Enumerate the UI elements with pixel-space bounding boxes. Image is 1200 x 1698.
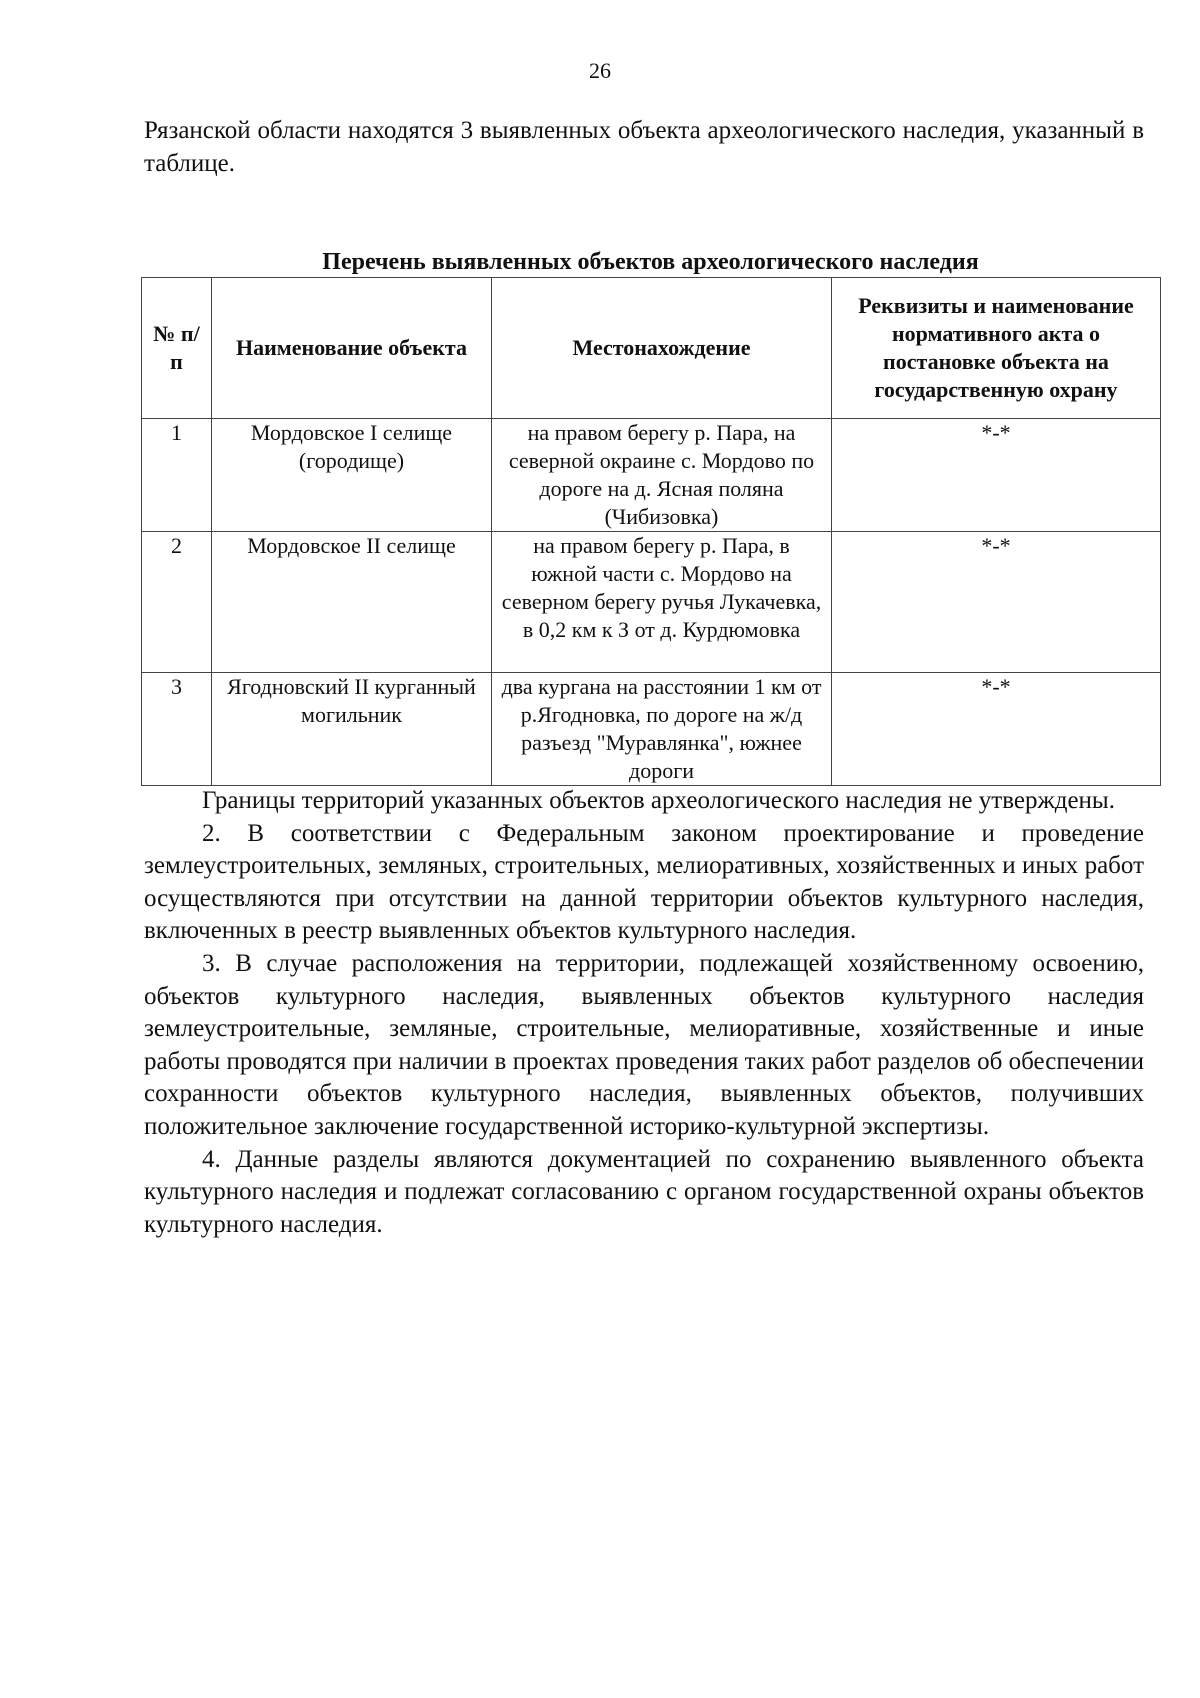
header-num: № п/п (142, 278, 212, 419)
paragraph-boundaries: Границы территорий указанных объектов археологического наследия не утверждены. (202, 787, 1115, 814)
paragraph-item-3: 3. В случае расположения на территории, подлежащей хозяйственному освоению, объектов культурного наследия, выявленных объектов культурного наследия землеустроительные, земляные, строительные, мелиоративные, хозяйственные и иные работы проводятся при наличии в проектах проведения таких работ разделов об обеспечении сохранности объектов культурного наследия, выявленных объектов, получивших положительное заключение государственной историко-культурной экспертизы. (144, 949, 1144, 1140)
cell-requisites: *-* (832, 532, 1161, 673)
cell-requisites: *-* (832, 419, 1161, 532)
table-row (142, 532, 1161, 673)
header-location: Местонахождение (492, 278, 832, 419)
cell-num: 3 (142, 673, 212, 786)
cell-location: на правом берегу р. Пара, в южной части с. Мордово на северном берегу ручья Лукачевка, в 0,2 км к З от д. Курдюмовка (492, 532, 832, 673)
cell-location: два кургана на расстоянии 1 км от р.Ягодновка, по дороге на ж/д разъезд "Муравлянка", южнее дороги (492, 673, 832, 786)
heritage-objects-table (141, 277, 1161, 786)
cell-name: Мордовское I селище (городище) (212, 419, 492, 532)
cell-requisites: *-* (832, 673, 1161, 786)
table-row (142, 419, 1161, 532)
header-name: Наименование объекта (212, 278, 492, 419)
cell-name: Мордовское II селище (212, 532, 492, 673)
header-requisites: Реквизиты и наименование нормативного акта о постановке объекта на государственную охрану (832, 278, 1161, 419)
table-row (142, 673, 1161, 786)
table-header-row (142, 278, 1161, 419)
cell-name: Ягодновский II курганный могильник (212, 673, 492, 786)
cell-location: на правом берегу р. Пара, на северной окраине с. Мордово по дороге на д. Ясная поляна (Чибизовка) (492, 419, 832, 532)
page-number: 26 (589, 58, 611, 83)
body-text (144, 785, 1144, 1241)
cell-num: 2 (142, 532, 212, 673)
table-title: Перечень выявленных объектов археологического наследия (322, 249, 979, 275)
paragraph-item-4: 4. Данные разделы являются документацией по сохранению выявленного объекта культурного наследия и подлежат согласованию с органом государственной охраны объектов культурного наследия. (144, 1145, 1144, 1238)
paragraph-item-2: 2. В соответствии с Федеральным законом проектирование и проведение землеустроительных, земляных, строительных, мелиоративных, хозяйственных и иных работ осуществляются при отсутствии на данной территории объектов культурного наследия, включенных в реестр выявленных объектов культурного наследия. (144, 819, 1144, 945)
cell-num: 1 (142, 419, 212, 532)
intro-paragraph: Рязанской области находятся 3 выявленных объекта археологического наследия, указанный в таблице. (144, 117, 1144, 177)
